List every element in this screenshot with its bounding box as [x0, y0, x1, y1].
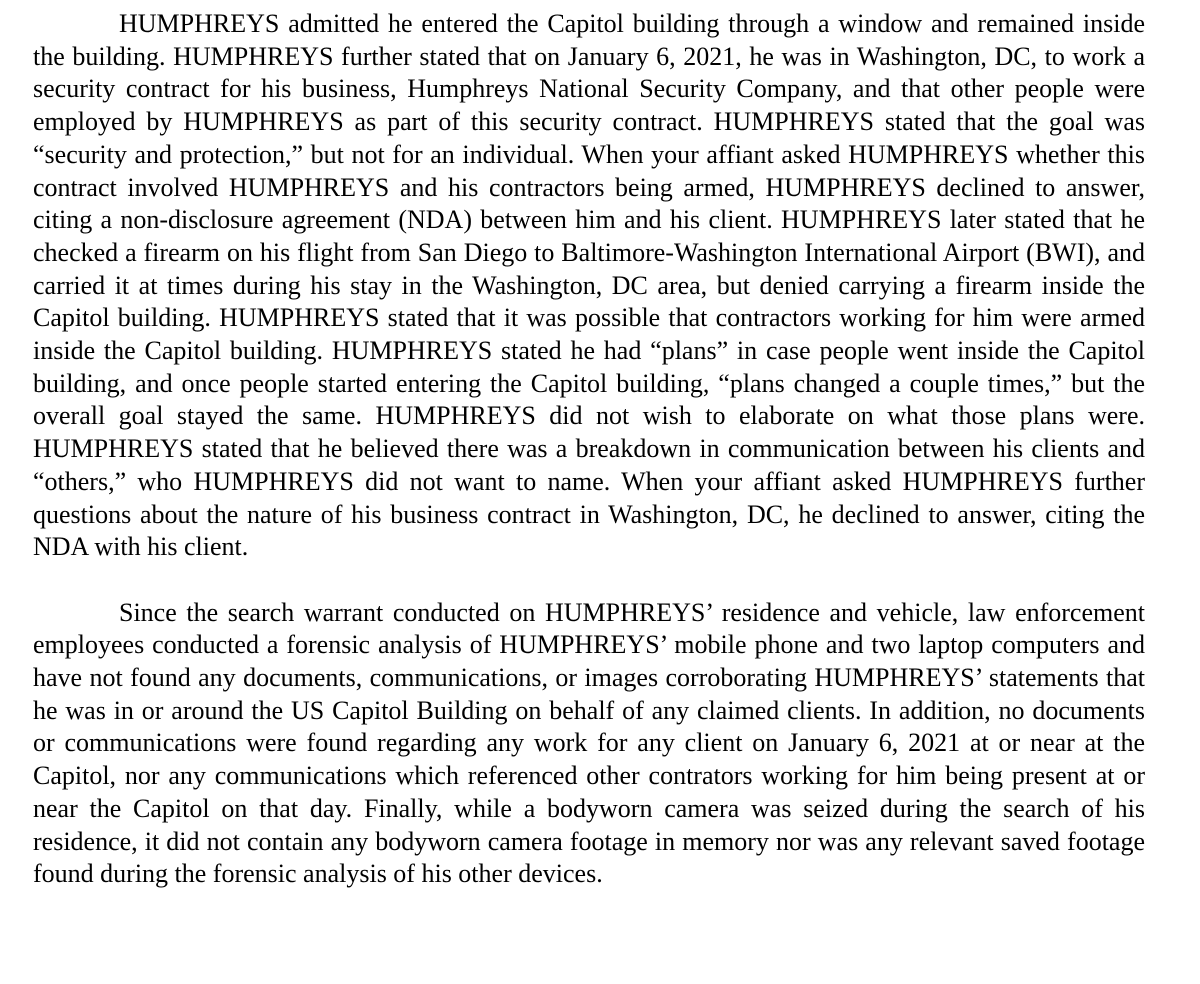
paragraph-interview-statements: HUMPHREYS admitted he entered the Capitol building through a window and remained inside the building. HUMPHREYS further stated that on January 6, 2021, he was in Washington, DC, to work a security contract for his business, Humphreys National Security Company, and that other people were employed by HUMPHREYS as part of this security contract. HUMPHREYS stated that the goal was “security and protection,” but not for an individual. When your affiant asked HUMPHREYS whether this contract involved HUMPHREYS and his contractors being armed, HUMPHREYS declined to answer, citing a non-disclosure agreement (NDA) between him and his client. HUMPHREYS later stated that he checked a firearm on his flight from San Diego to Baltimore-Washington International Airport (BWI), and carried it at times during his stay in the Washington, DC area, but denied carrying a firearm inside the Capitol building. HUMPHREYS stated that it was possible that contractors working for him were armed inside the Capitol building. HUMPHREYS stated he had “plans” in case people went inside the Capitol building, and once people started entering the Capitol building, “plans changed a couple times,” but the overall goal stayed the same. HUMPHREYS did not wish to elaborate on what those plans were. HUMPHREYS stated that he believed there was a breakdown in communication between his clients and “others,” who HUMPHREYS did not want to name. When your affiant asked HUMPHREYS further questions about the nature of his business contract in Washington, DC, he declined to answer, citing the NDA with his client.: [33, 9, 1145, 562]
paragraph-forensic-analysis: Since the search warrant conducted on HUMPHREYS’ residence and vehicle, law enforcement employees conducted a forensic analysis of HUMPHREYS’ mobile phone and two laptop computers and have not found any documents, communications, or images corroborating HUMPHREYS’ statements that he was in or around the US Capitol Building on behalf of any claimed clients. In addition, no documents or communications were found regarding any work for any client on January 6, 2021 at or near at the Capitol, nor any communications which referenced other contrators working for him being present at or near the Capitol on that day. Finally, while a bodyworn camera was seized during the search of his residence, it did not contain any bodyworn camera footage in memory nor was any relevant saved footage found during the forensic analysis of his other devices.: [33, 597, 1145, 889]
document-page: [33, 8, 1145, 891]
